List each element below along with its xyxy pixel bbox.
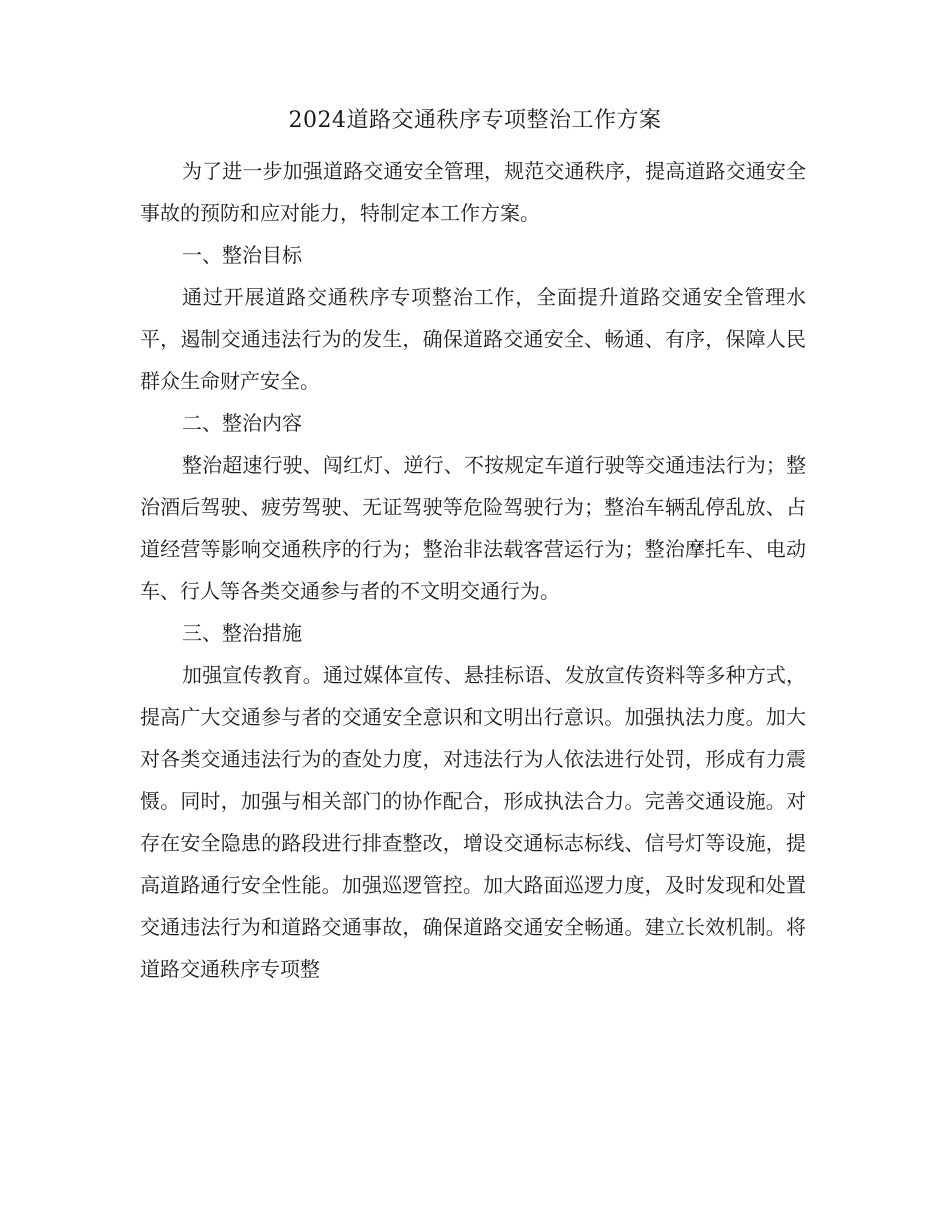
section-text-measures: 加强宣传教育。通过媒体宣传、悬挂标语、发放宣传资料等多种方式，提高广大交通参与者的交通安全意识和文明出行意识。加强执法力度。加大对各类交通违法行为的查处力度，对违法行为人依法进行处罚，形成有力震慑。同时，加强与相关部门的协作配合，形成执法合力。完善交通设施。对存在安全隐患的路段进行排查整改，增设交通标志标线、信号灯等设施，提高道路通行安全性能。加强巡逻管控。加大路面巡逻力度，及时发现和处置交通违法行为和道路交通事故，确保道路交通安全畅通。建立长效机制。将道路交通秩序专项整 [140, 663, 806, 981]
section-heading-content: 二、整治内容 [182, 411, 302, 435]
section-text-goals: 通过开展道路交通秩序专项整治工作，全面提升道路交通安全管理水平，遏制交通违法行为的发生，确保道路交通安全、畅通、有序，保障人民群众生命财产安全。 [140, 285, 806, 393]
section-text-content: 整治超速行驶、闯红灯、逆行、不按规定车道行驶等交通违法行为；整治酒后驾驶、疲劳驾驶、无证驾驶等危险驾驶行为；整治车辆乱停乱放、占道经营等影响交通秩序的行为；整治非法载客营运行为；整治摩托车、电动车、行人等各类交通参与者的不文明交通行为。 [140, 453, 806, 603]
document-title: 2024道路交通秩序专项整治工作方案 [288, 108, 662, 133]
section-heading-measures: 三、整治措施 [182, 621, 302, 645]
intro-paragraph: 为了进一步加强道路交通安全管理，规范交通秩序，提高道路交通安全事故的预防和应对能力，特制定本工作方案。 [140, 159, 806, 225]
document-body [140, 150, 806, 990]
section-heading-goals: 一、整治目标 [182, 243, 302, 267]
